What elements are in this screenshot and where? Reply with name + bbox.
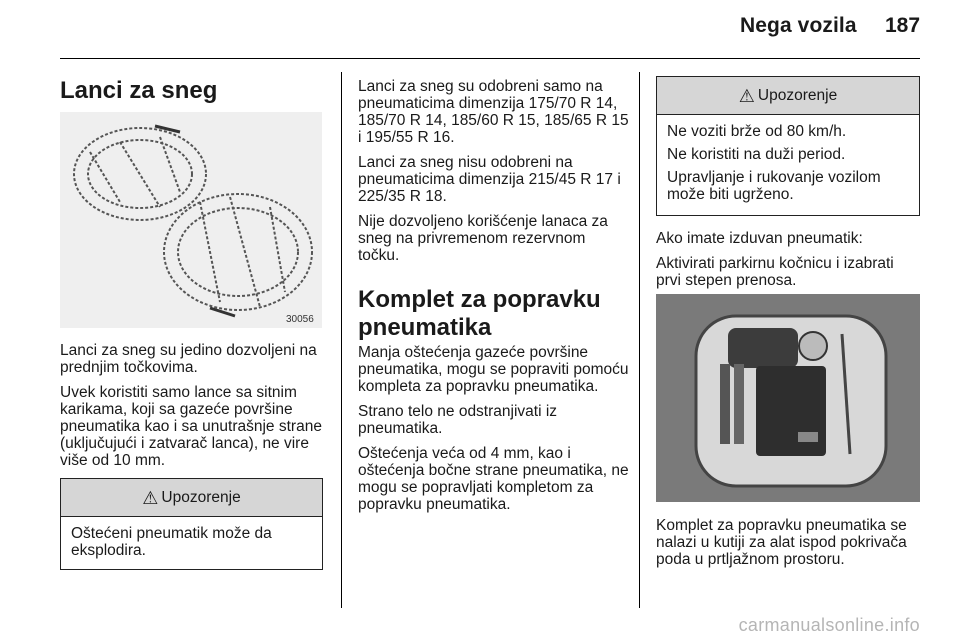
col1-text [60, 342, 330, 477]
warning-triangle-icon: ⚠ [142, 487, 159, 508]
section-title-line: pneumatika [358, 314, 492, 341]
watermark: carmanualsonline.info [738, 615, 920, 635]
warning-text: Oštećeni pneumatik može da eksplodira. [71, 525, 272, 559]
repair-kit-photo [656, 294, 920, 502]
paragraph: Lanci za sneg nisu odobreni na pneumaticima dimenzija 215/45 R 17 i 225/35 R 18. [358, 154, 621, 205]
snow-chains-drawing [60, 112, 322, 328]
warning-header [61, 479, 322, 517]
paragraph: Uvek koristiti samo lance sa sitnim karikama, koji sa gazeće površine pneumatika kao i sa unutrašnje strane (uključujući i zatvarač lanca), ne vire više od 10 mm. [60, 384, 322, 469]
running-header-title: Nega vozila [740, 14, 857, 37]
col2-text-top [358, 78, 630, 272]
warning-text: Ne voziti brže od 80 km/h. [667, 123, 847, 140]
figure-number: 30056 [286, 314, 314, 325]
col2-text-bottom [358, 344, 630, 521]
paragraph: Nije dozvoljeno korišćenje lanaca za sneg na privremenom rezervnom točku. [358, 213, 608, 264]
warning-box-speed [656, 76, 920, 216]
warning-title: Upozorenje [161, 488, 241, 506]
warning-triangle-icon: ⚠ [738, 85, 755, 106]
column-divider-2 [639, 72, 640, 608]
header-divider [60, 58, 920, 59]
paragraph: Lanci za sneg su odobreni samo na pneumaticima dimenzija 175/70 R 14, 185/70 R 14, 185/60 R 15, 185/65 R 15 i 195/55 R 16. [358, 78, 629, 146]
warning-box-tire [60, 478, 323, 570]
warning-title: Upozorenje [757, 86, 838, 104]
paragraph: Aktivirati parkirnu kočnicu i izabrati prvi stepen prenosa. [656, 255, 894, 289]
col3-text-bottom [656, 517, 926, 576]
section-title-snow-chains: Lanci za sneg [60, 77, 218, 104]
section-title-line: Komplet za popravku [358, 286, 601, 313]
section-title-repair-kit [358, 286, 630, 342]
paragraph: Oštećenja veća od 4 mm, kao i oštećenja bočne strane pneumatika, ne mogu se popravljati kompletom za popravku pneumatika. [358, 445, 629, 513]
warning-header [657, 77, 919, 115]
paragraph: Strano telo ne odstranjivati iz pneumatika. [358, 403, 558, 437]
warning-text: Ne koristiti na duži period. [667, 146, 846, 163]
col3-text-top [656, 230, 920, 297]
paragraph: Lanci za sneg su jedino dozvoljeni na prednjim točkovima. [60, 342, 317, 376]
repair-kit-drawing [656, 294, 920, 502]
snow-chains-illustration [60, 112, 322, 328]
warning-text: Upravljanje i rukovanje vozilom može biti ugrženo. [667, 169, 881, 203]
page-number: 187 [885, 14, 921, 37]
paragraph: Ako imate izduvan pneumatik: [656, 230, 863, 247]
paragraph: Komplet za popravku pneumatika se nalazi u kutiji za alat ispod pokrivača poda u prtljažnom prostoru. [656, 517, 907, 568]
paragraph: Manja oštećenja gazeće površine pneumatika, mogu se popraviti pomoću kompleta za popravku pneumatika. [358, 344, 629, 395]
column-divider-1 [341, 72, 342, 608]
